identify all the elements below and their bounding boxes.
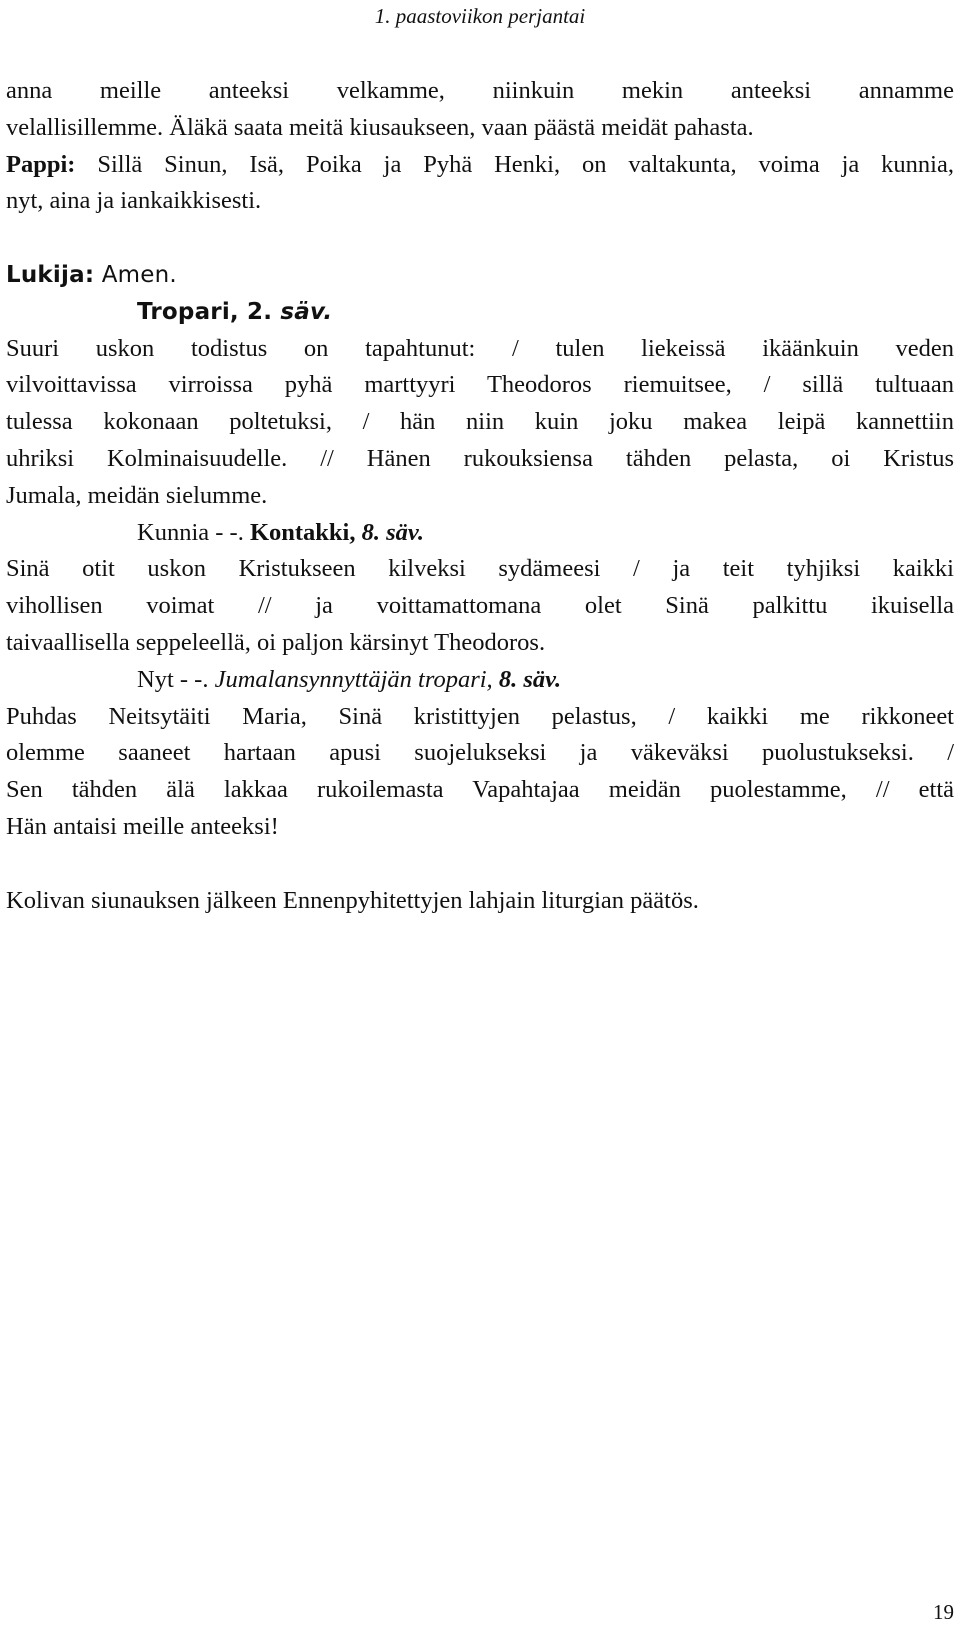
priest-text: Sillä Sinun, Isä, Poika ja Pyhä Henki, on valtakunta, voima ja kunnia,: [75, 150, 954, 178]
priest-exclamation: [6, 147, 954, 221]
troparion-line: vilvoittavissa virroissa pyhä marttyyri Theodoros riemuitsee, / sillä tultuaan: [6, 371, 954, 399]
theotokion-now: Nyt - -.: [137, 665, 215, 693]
theotokion-line: Puhdas Neitsytäiti Maria, Sinä kristittyjen pelastus, / kaikki me rikkoneet: [6, 702, 954, 730]
kontakion-line: taivaallisella seppeleellä, oi paljon kärsinyt Theodoros.: [6, 628, 546, 656]
closing-rubric: Kolivan siunauksen jälkeen Ennenpyhitettyjen lahjain liturgian päätös.: [6, 886, 699, 914]
kontakion-heading-tone: 8. säv.: [361, 518, 424, 546]
troparion-heading-text: Tropari, 2.: [137, 298, 281, 325]
troparion-line: uhriksi Kolminaisuudelle. // Hänen rukouksiensa tähden pelasta, oi Kristus: [6, 444, 954, 472]
spacer: [6, 846, 954, 883]
priest-line: [6, 147, 954, 184]
theotokion-heading: [6, 662, 954, 699]
prayer-line: velallisillemme. Äläkä saata meitä kiusaukseen, vaan päästä meidät pahasta.: [6, 113, 754, 141]
spacer: [6, 220, 954, 257]
troparion-heading: [6, 294, 954, 331]
reader-speaker-label: Lukija:: [6, 261, 95, 288]
troparion-heading-tone: säv.: [280, 298, 333, 325]
kontakion-line: vihollisen voimat // ja voittamattomana olet Sinä palkittu ikuisella: [6, 592, 954, 620]
theotokion-heading-tone: 8. säv.: [498, 665, 562, 693]
page-number: 19: [933, 1600, 954, 1624]
priest-speaker-label: Pappi:: [6, 150, 76, 178]
theotokion-line: Sen tähden älä lakkaa rukoilemasta Vapahtajaa meidän puolestamme, // että: [6, 776, 954, 804]
theotokion-text: [6, 699, 954, 846]
kontakion-text: [6, 551, 954, 661]
body-text: [6, 73, 954, 919]
prayer-line: anna meille anteeksi velkamme, niinkuin mekin anteeksi annamme: [6, 77, 954, 104]
troparion-line: Jumala, meidän sielumme.: [6, 481, 268, 509]
kontakion-heading-text: Kontakki,: [249, 518, 362, 546]
reader-text: Amen.: [94, 261, 177, 288]
prayer-ending: [6, 73, 954, 147]
troparion-line: tulessa kokonaan poltetuksi, / hän niin kuin joku makea leipä kannettiin: [6, 408, 954, 436]
kontakion-glory: Kunnia - -.: [137, 518, 250, 546]
reader-and-troparion: [6, 257, 954, 331]
theotokion-line: Hän antaisi meille anteeksi!: [6, 812, 279, 840]
theotokion-heading-text: Jumalansynnyttäjän tropari,: [214, 665, 499, 693]
troparion-text: [6, 331, 954, 515]
kontakion-heading: [6, 515, 954, 552]
theotokion-line: olemme saaneet hartaan apusi suojelukseksi ja väkeväksi puolustukseksi. /: [6, 739, 954, 767]
kontakion-line: Sinä otit uskon Kristukseen kilveksi sydämeesi / ja teit tyhjiksi kaikki: [6, 555, 954, 583]
priest-line: nyt, aina ja iankaikkisesti.: [6, 187, 262, 215]
running-header: 1. paastoviikon perjantai: [374, 4, 586, 28]
reader-line: [6, 257, 954, 294]
troparion-line: Suuri uskon todistus on tapahtunut: / tulen liekeissä ikäänkuin veden: [6, 334, 954, 362]
